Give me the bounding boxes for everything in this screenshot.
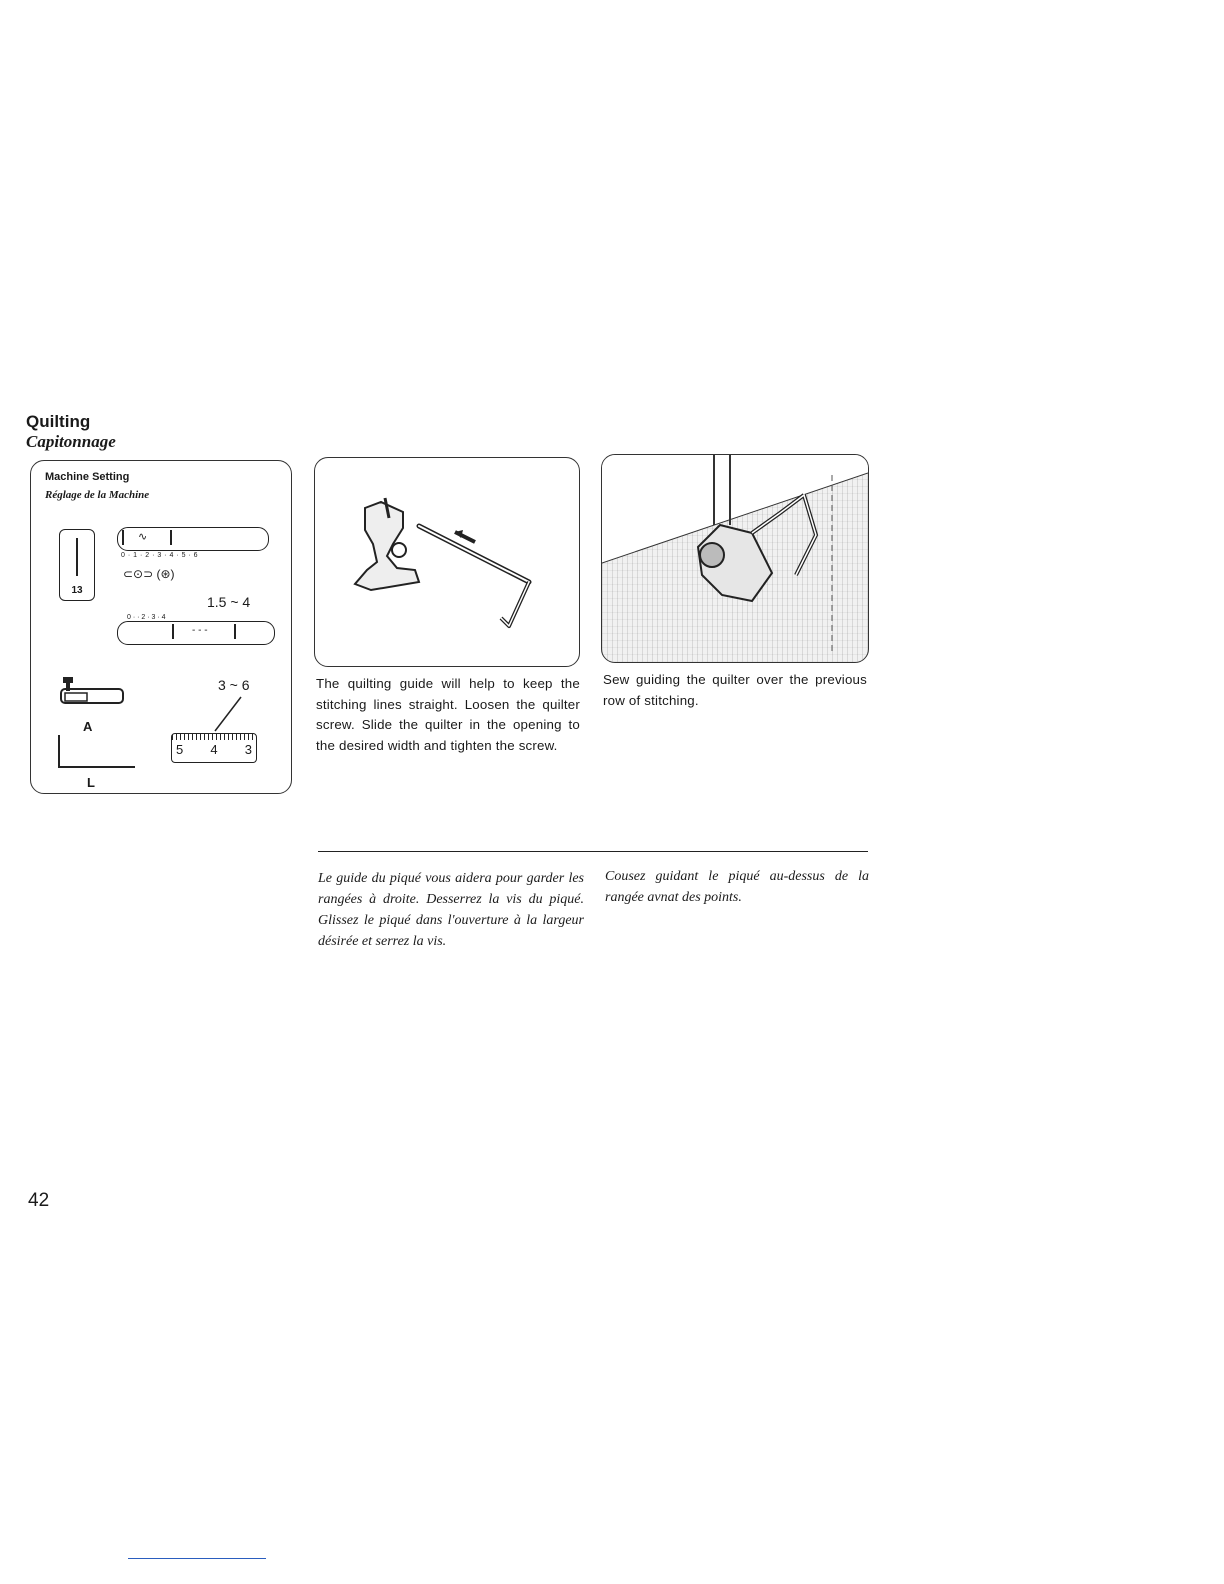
presser-foot-icon xyxy=(57,673,127,713)
stitch-width-scale: 0 · 1 · 2 · 3 · 4 · 5 · 6 xyxy=(121,552,199,559)
machine-setting-panel xyxy=(30,460,292,794)
sewing-photo xyxy=(601,454,869,663)
stitch-length-dial-icon: - - - xyxy=(117,621,275,645)
tension-dial-number: 3 xyxy=(244,742,252,757)
tension-dial-icon xyxy=(171,733,257,763)
page-subtitle: Capitonnage xyxy=(26,432,116,451)
page-number: 42 xyxy=(28,1190,50,1211)
quilter-guide-label: L xyxy=(87,775,95,790)
machine-setting-subtitle: Réglage de la Machine xyxy=(45,489,150,501)
sewing-foot-drawing xyxy=(602,455,868,662)
quilter-guide-icon xyxy=(55,733,139,773)
tension-range: 3 ~ 6 xyxy=(218,677,250,693)
panel-2-text-fr: Le guide du piqué vous aidera pour garder les rangées à droite. Desserrez la vis du piqué. Glissez le piqué dans l'ouverture à la largeur désirée et serrez la vis. xyxy=(318,871,584,949)
panel-3-text-en: Sew guiding the quilter over the previous row of stitching. xyxy=(603,672,867,708)
panel-2-text-en: The quilting guide will help to keep the stitching lines straight. Loosen the quilter screw. Slide the quilter in the opening to the desired width and tighten the screw. xyxy=(316,676,580,753)
section-divider xyxy=(318,851,868,852)
tension-dial-number: 5 xyxy=(176,742,184,757)
panel-3-text-fr: Cousez guidant le piqué au-dessus de la rangée avnat des points. xyxy=(605,869,869,905)
tension-dial-number: 4 xyxy=(210,742,218,757)
stitch-length-range: 1.5 ~ 4 xyxy=(207,594,251,610)
buttonhole-icon: ⊂⊙⊃ (⊛) xyxy=(123,567,175,581)
presser-foot-label: A xyxy=(83,719,93,734)
needle-plate-icon xyxy=(59,529,95,601)
tension-pointer-icon xyxy=(207,695,247,735)
machine-setting-title: Machine Setting xyxy=(45,471,130,483)
quilting-guide-illustration xyxy=(314,457,580,667)
page-title: Quilting xyxy=(26,412,91,431)
needle-plate-number: 13 xyxy=(71,585,83,596)
stitch-length-scale: 0 · · 2 · 3 · 4 xyxy=(127,614,166,621)
footer-line xyxy=(128,1558,266,1559)
quilting-foot-drawing xyxy=(315,458,579,666)
stitch-width-dial-icon: ∿ xyxy=(117,527,269,551)
